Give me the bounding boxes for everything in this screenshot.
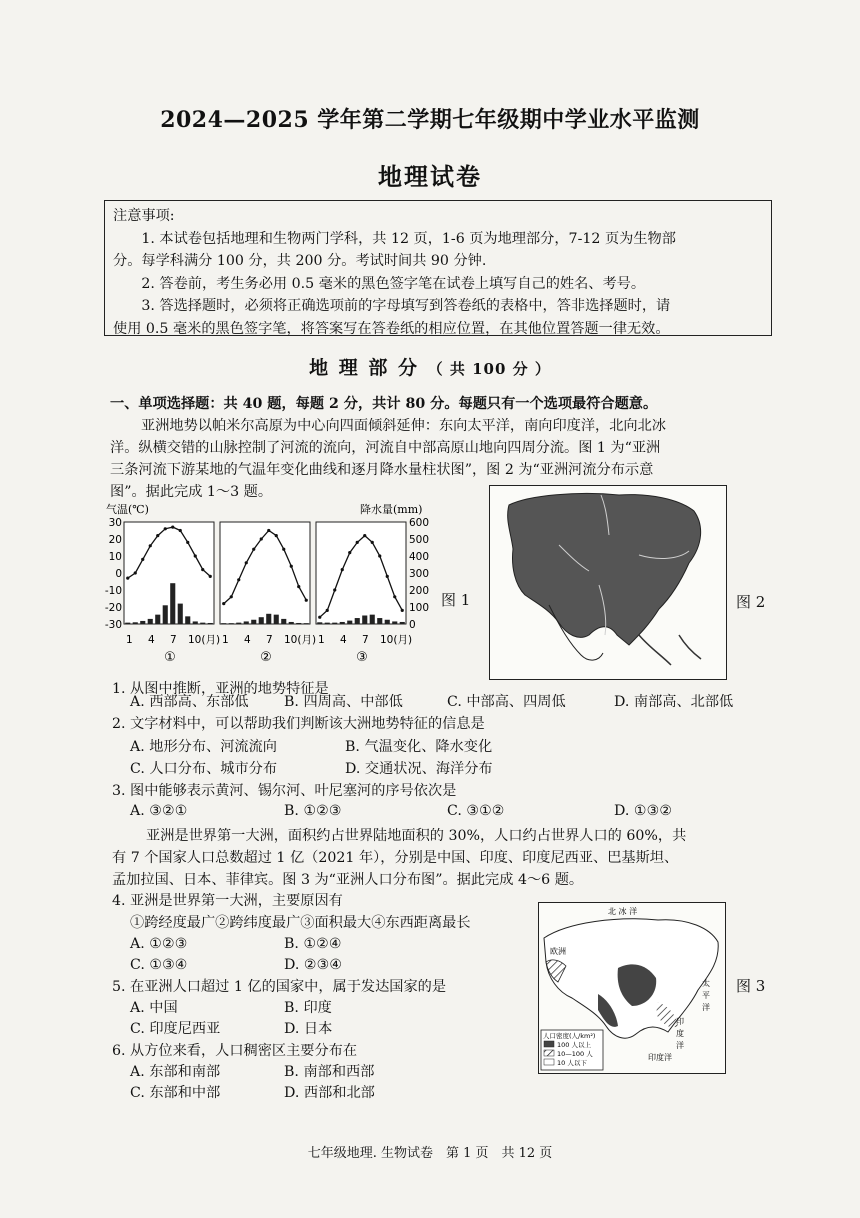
chart-panel-frame: [124, 522, 214, 624]
month-tick: 4: [244, 634, 251, 646]
month-tick: 10(月): [380, 634, 413, 646]
page-footer: 七年级地理. 生物试卷 第 1 页 共 12 页: [307, 1146, 553, 1161]
month-tick: 1: [222, 634, 229, 646]
precipitation-bar: [208, 623, 213, 624]
month-tick: 7: [362, 634, 369, 646]
precipitation-bar: [148, 619, 153, 624]
precipitation-bar: [251, 620, 256, 624]
answer-option: B. ①②④: [284, 936, 342, 952]
precipitation-bar: [370, 615, 375, 624]
temperature-point: [201, 568, 204, 571]
section-name: 地 理 部 分: [309, 357, 420, 379]
precipitation-bar: [362, 616, 367, 625]
notice-item: 分。每学科满分 100 分，共 200 分。考试时间共 90 分钟.: [113, 253, 487, 269]
precipitation-bar: [332, 623, 337, 624]
precipitation-bar: [340, 622, 345, 624]
exam-title: 2024—2025 学年第二学期七年级期中学业水平监测: [160, 107, 700, 133]
panel-label: ①: [164, 650, 176, 665]
question-stem: 1. 从图中推断，亚洲的地势特征是: [112, 681, 329, 697]
answer-option: A. ①②③: [130, 936, 188, 952]
month-tick: 4: [340, 634, 347, 646]
answer-option: B. 气温变化、降水变化: [345, 739, 493, 755]
precipitation-bar: [236, 623, 241, 624]
map-label: 印度洋: [648, 1053, 672, 1062]
precipitation-bar: [229, 623, 234, 624]
temperature-point: [209, 575, 212, 578]
question-substatement: ①跨经度最广②跨纬度最广③面积最大④东西距离最长: [130, 915, 471, 931]
temperature-point: [326, 609, 329, 612]
precipitation-bar: [244, 621, 249, 624]
precipitation-bar: [170, 583, 175, 624]
temperature-point: [171, 526, 174, 529]
answer-option: A. 西部高、东部低: [130, 694, 249, 710]
passage-line: 亚洲是世界第一大洲，面积约占世界陆地面积的 30%，人口约占世界人口的 60%，共: [146, 828, 687, 844]
legend-item: 10 人以下: [557, 1059, 587, 1067]
temperature-point: [186, 541, 189, 544]
temperature-point: [252, 548, 255, 551]
answer-option: C. 中部高、四周低: [447, 694, 566, 710]
precipitation-bar: [355, 618, 360, 624]
answer-option: B. 印度: [284, 1000, 332, 1016]
precipitation-bar: [281, 619, 286, 624]
answer-option: B. 南部和西部: [284, 1064, 375, 1080]
answer-option: D. ①③②: [614, 803, 673, 819]
passage-line: 三条河流下游某地的气温年变化曲线和逐月降水量柱状图”，图 2 为“亚洲河流分布示意: [110, 462, 654, 478]
temperature-point: [363, 534, 366, 537]
temp-tick: -10: [104, 585, 122, 597]
asia-population-map: [538, 902, 726, 1074]
answer-option: C. ③①②: [447, 803, 505, 819]
temp-tick: 30: [108, 517, 122, 529]
legend-swatch: [544, 1041, 554, 1047]
precipitation-bar: [163, 605, 168, 624]
temperature-point: [194, 554, 197, 557]
legend-swatch: [544, 1059, 554, 1065]
precip-tick: 500: [409, 534, 430, 546]
map-label: 度: [676, 1029, 684, 1038]
answer-option: D. 南部高、北部低: [614, 694, 734, 710]
temperature-point: [230, 595, 233, 598]
precipitation-bar: [185, 616, 190, 624]
precipitation-bar: [325, 623, 330, 624]
temperature-point: [386, 575, 389, 578]
precip-tick: 200: [409, 585, 430, 597]
notice-item: 使用 0.5 毫米的黑色签字笔，将答案写在答卷纸的相应位置，在其他位置答题一律无效。: [113, 320, 670, 337]
temperature-point: [290, 565, 293, 568]
temperature-point: [179, 529, 182, 532]
chart-panel-frame: [220, 522, 310, 624]
chart-panel-frame: [316, 522, 406, 624]
temp-tick: -30: [104, 619, 122, 631]
figure-2-label: 图 2: [736, 593, 766, 611]
notice-item: 3. 答选择题时，必须将正确选项前的字母填写到答卷纸的表格中，答非选择题时，请: [141, 298, 671, 314]
map-label: 平: [702, 991, 710, 1000]
temperature-point: [371, 541, 374, 544]
temperature-point: [378, 554, 381, 557]
precipitation-axis-title: 降水量(mm): [360, 503, 423, 516]
precip-tick: 0: [409, 619, 416, 631]
passage-line: 孟加拉国、日本、菲律宾。图 3 为“亚洲人口分布图”。据此完成 4～6 题。: [112, 872, 584, 888]
temperature-point: [141, 558, 144, 561]
month-tick: 7: [170, 634, 177, 646]
passage-line: 有 7 个国家人口总数超过 1 亿（2021 年），分别是中国、印度、印度尼西亚、巴基斯坦、: [112, 850, 679, 866]
temp-tick: -20: [104, 602, 122, 614]
map-label: 洋: [702, 1003, 710, 1012]
answer-option: B. 四周高、中部低: [284, 694, 403, 710]
precip-tick: 300: [409, 568, 430, 580]
precipitation-bar: [125, 623, 130, 624]
temperature-point: [341, 568, 344, 571]
temperature-point: [356, 541, 359, 544]
figure-1-label: 图 1: [441, 591, 471, 609]
temperature-point: [134, 571, 137, 574]
precip-tick: 600: [409, 517, 430, 529]
precipitation-bar: [400, 622, 405, 624]
temperature-point: [245, 561, 248, 564]
temperature-point: [297, 585, 300, 588]
temperature-point: [282, 548, 285, 551]
section-score: （ 共 100 分 ）: [427, 360, 551, 378]
answer-option: D. 交通状况、海洋分布: [345, 761, 493, 777]
precipitation-bar: [289, 622, 294, 624]
temperature-point: [393, 595, 396, 598]
temperature-point: [333, 588, 336, 591]
temperature-point: [401, 609, 404, 612]
precipitation-bar: [377, 618, 382, 624]
answer-option: D. 西部和北部: [284, 1085, 375, 1101]
map-label: 太: [702, 979, 710, 988]
precipitation-bar: [221, 623, 226, 624]
temperature-point: [267, 529, 270, 532]
temp-tick: 0: [115, 568, 122, 580]
notice-heading: 注意事项:: [113, 208, 175, 224]
temperature-point: [305, 599, 308, 602]
answer-option: A. 中国: [130, 1000, 178, 1016]
question-stem: 5. 在亚洲人口超过 1 亿的国家中，属于发达国家的是: [112, 979, 447, 995]
panel-label: ③: [356, 650, 368, 665]
notice-item: 1. 本试卷包括地理和生物两门学科，共 12 页，1-6 页为地理部分，7-12 页为生物部: [141, 230, 676, 247]
answer-option: A. 东部和南部: [130, 1064, 221, 1080]
answer-option: C. ①③④: [130, 957, 188, 973]
answer-option: C. 人口分布、城市分布: [130, 761, 278, 777]
precipitation-bar: [178, 604, 183, 624]
month-tick: 7: [266, 634, 273, 646]
temperature-point: [156, 534, 159, 537]
precipitation-bar: [296, 623, 301, 624]
temperature-point: [237, 578, 240, 581]
panel-label: ②: [260, 650, 272, 665]
passage-line: 洋。纵横交错的山脉控制了河流的流向，河流自中部高原山地向四周分流。图 1 为“亚洲: [110, 440, 661, 456]
question-stem: 2. 文字材料中，可以帮助我们判断该大洲地势特征的信息是: [112, 716, 485, 732]
precipitation-bar: [140, 621, 145, 624]
part-heading: 一、单项选择题：共 40 题，每题 2 分，共计 80 分。每题只有一个选项最符合题意。: [110, 396, 658, 412]
precipitation-bar: [200, 623, 205, 624]
map-label: 北 冰 洋: [608, 907, 638, 916]
precipitation-bar: [133, 622, 138, 624]
exam-subtitle: 地理试卷: [378, 162, 482, 191]
precipitation-bar: [266, 614, 271, 624]
precipitation-bar: [155, 615, 160, 624]
asia-rivers-map: [489, 485, 727, 680]
legend-item: 10—100 人: [557, 1050, 593, 1058]
temperature-axis-title: 气温(℃): [106, 503, 149, 516]
climate-charts-figure: [104, 497, 434, 669]
map-label: 印: [676, 1017, 684, 1026]
precipitation-bar: [274, 615, 279, 624]
question-stem: 3. 图中能够表示黄河、锡尔河、叶尼塞河的序号依次是: [112, 783, 457, 799]
month-tick: 10(月): [284, 634, 317, 646]
answer-option: D. 日本: [284, 1021, 333, 1037]
temperature-point: [222, 602, 225, 605]
population-legend: [541, 1030, 603, 1070]
precipitation-bar: [304, 623, 309, 624]
precipitation-bar: [317, 622, 322, 624]
question-stem: 4. 亚洲是世界第一大洲，主要原因有: [112, 893, 343, 909]
notice-item: 2. 答卷前，考生务必用 0.5 毫米的黑色签字笔在试卷上填写自己的姓名、考号。: [141, 275, 646, 292]
month-tick: 10(月): [188, 634, 221, 646]
answer-option: B. ①②③: [284, 803, 342, 819]
precipitation-bar: [259, 617, 264, 624]
month-tick: 4: [148, 634, 155, 646]
month-tick: 1: [126, 634, 133, 646]
temperature-point: [126, 577, 129, 580]
precipitation-bar: [347, 621, 352, 624]
temperature-point: [260, 537, 263, 540]
map-label: 欧洲: [550, 947, 566, 956]
answer-option: D. ②③④: [284, 957, 343, 973]
legend-item: 100 人以上: [557, 1041, 591, 1049]
answer-option: A. ③②①: [130, 803, 188, 819]
temp-tick: 20: [108, 534, 122, 546]
figure-3-label: 图 3: [736, 977, 766, 995]
legend-title: 人口密度(人/km²): [543, 1032, 596, 1040]
answer-option: C. 印度尼西亚: [130, 1021, 221, 1037]
legend-swatch: [544, 1050, 554, 1056]
answer-option: C. 东部和中部: [130, 1085, 221, 1101]
precipitation-bar: [193, 621, 198, 624]
map-label: 洋: [676, 1041, 684, 1050]
temperature-point: [348, 551, 351, 554]
question-stem: 6. 从方位来看，人口稠密区主要分布在: [112, 1043, 358, 1059]
temperature-point: [164, 527, 167, 530]
precip-tick: 400: [409, 551, 430, 563]
precipitation-bar: [385, 620, 390, 624]
passage-line: 图”。据此完成 1～3 题。: [110, 484, 273, 500]
precip-tick: 100: [409, 602, 430, 614]
passage-line: 亚洲地势以帕米尔高原为中心向四面倾斜延伸：东向太平洋，南向印度洋，北向北冰: [141, 418, 666, 434]
notice-box: [104, 200, 772, 336]
temperature-point: [149, 544, 152, 547]
temperature-point: [318, 616, 321, 619]
temperature-point: [275, 534, 278, 537]
precipitation-bar: [392, 621, 397, 624]
temp-tick: 10: [108, 551, 122, 563]
answer-option: A. 地形分布、河流流向: [130, 739, 277, 755]
month-tick: 1: [318, 634, 325, 646]
section-title: [0, 353, 860, 380]
